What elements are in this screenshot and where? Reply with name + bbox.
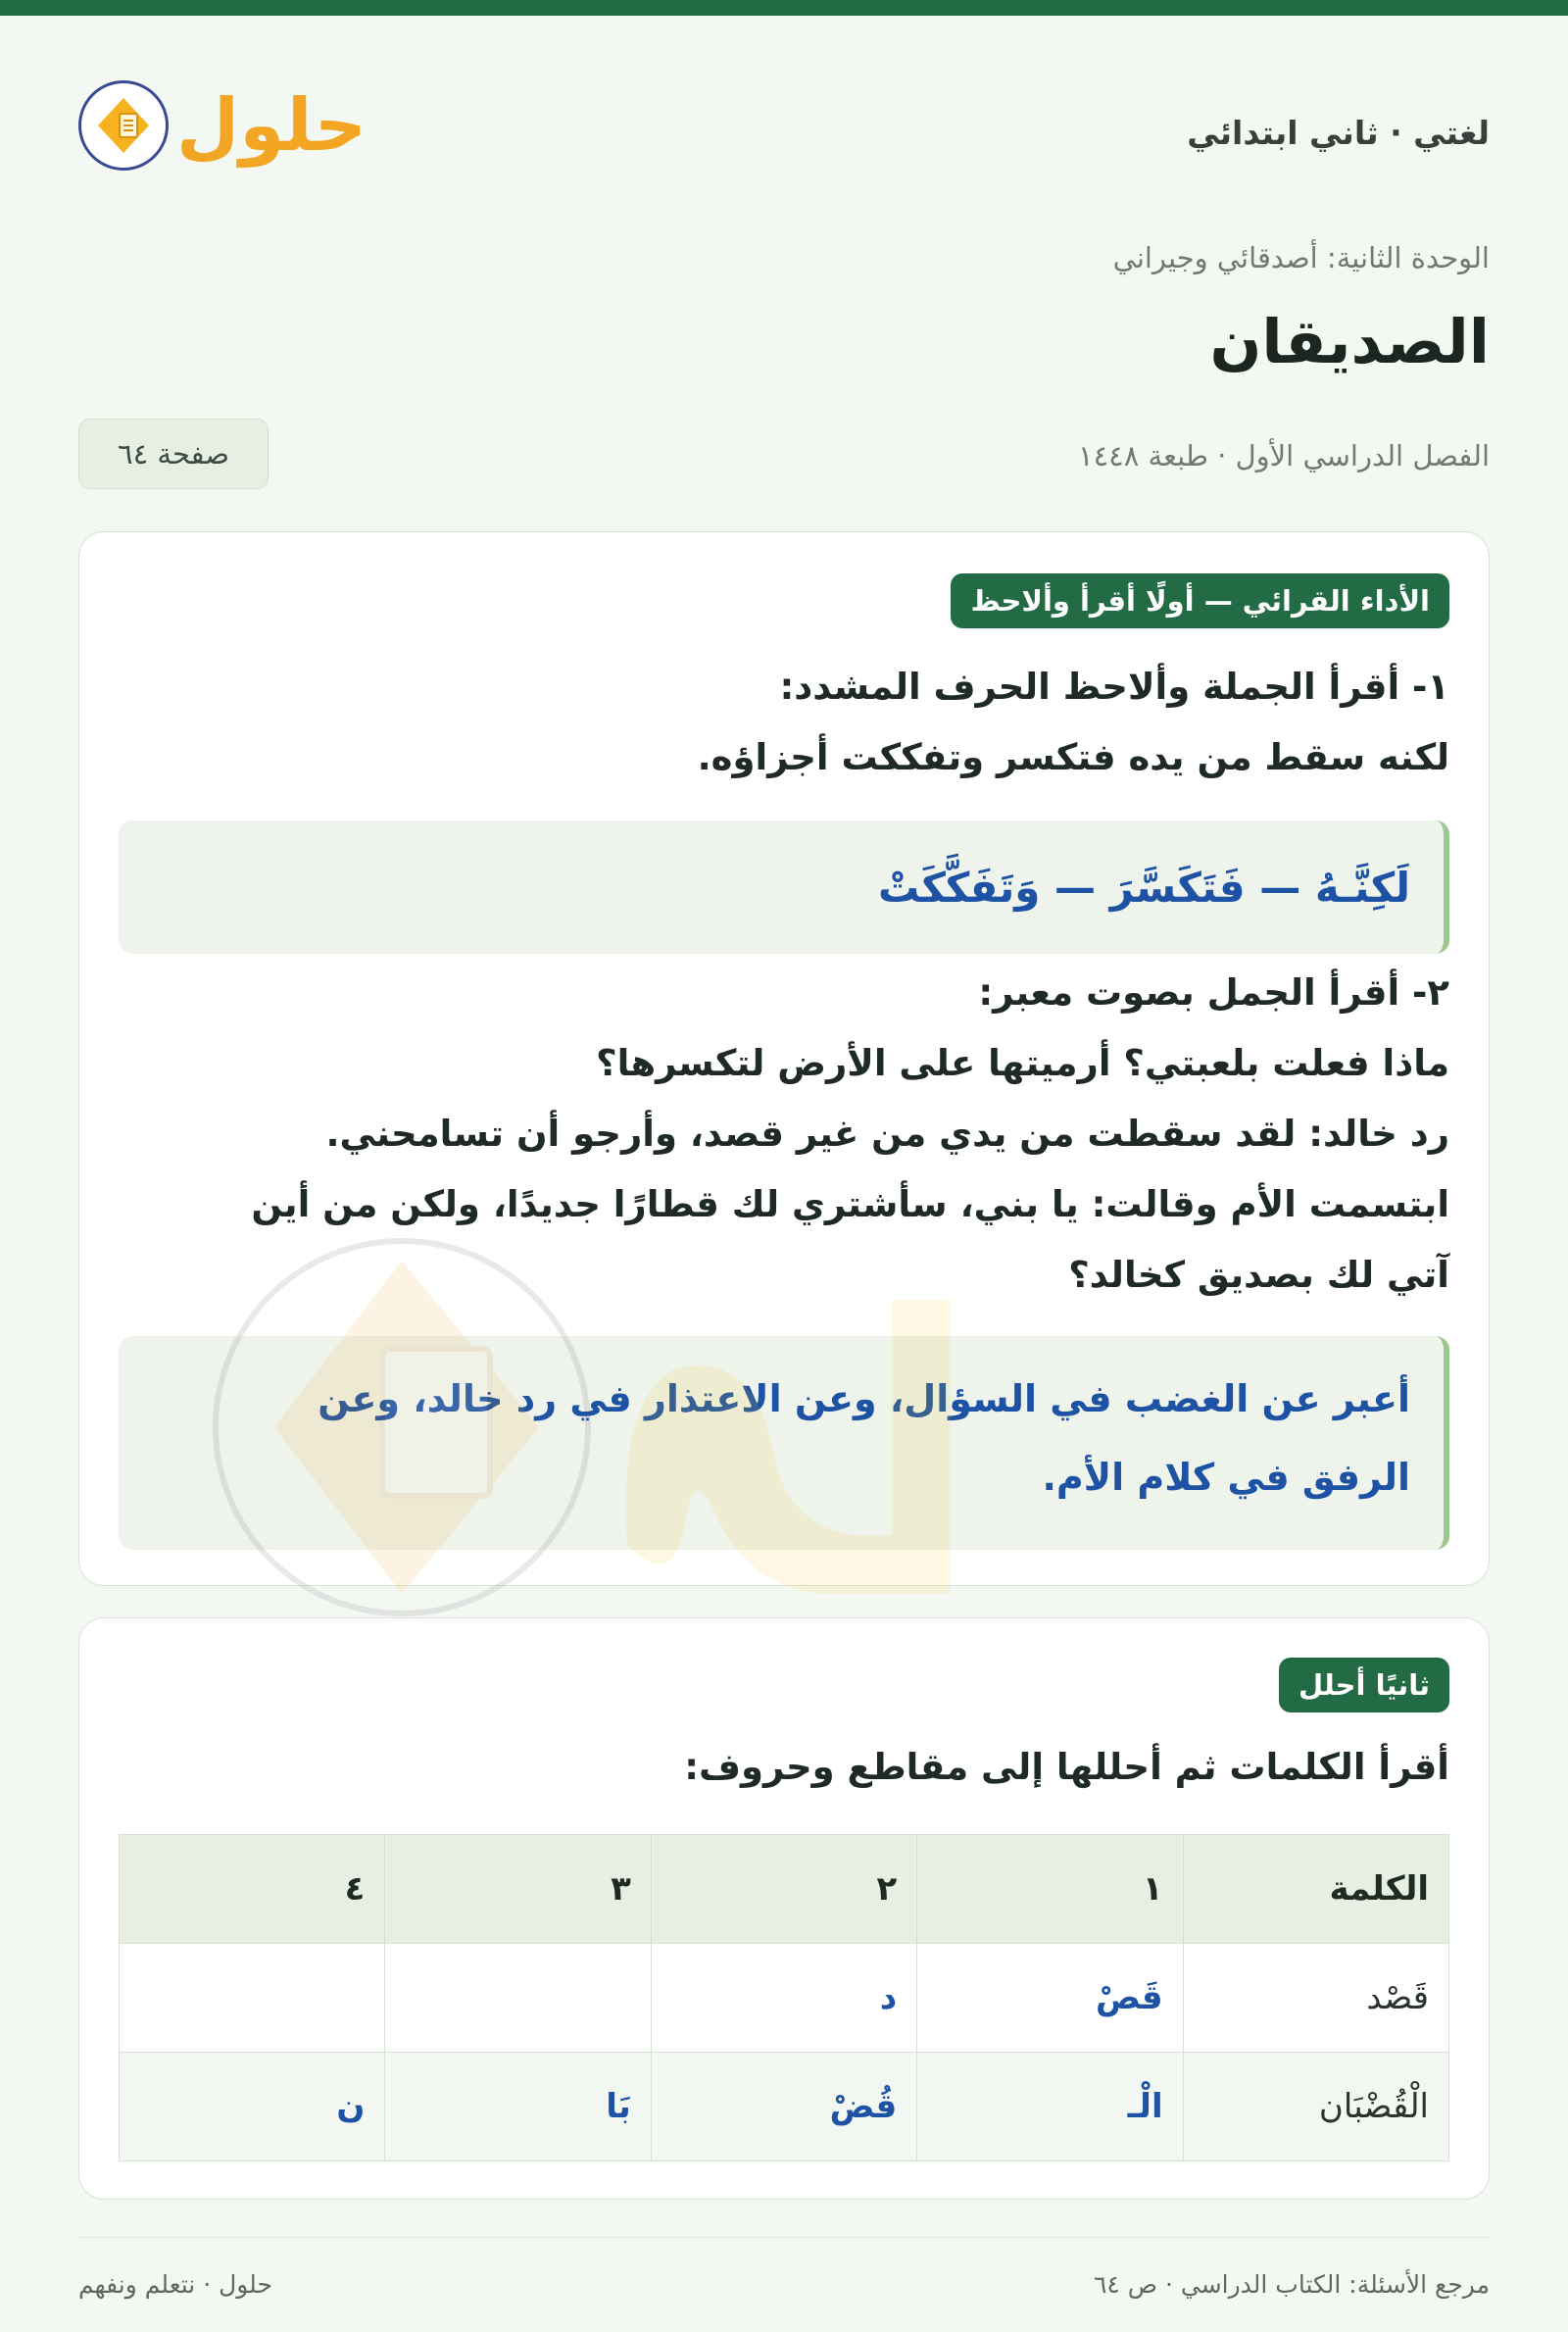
unit-label: الوحدة الثانية: أصدقائي وجيراني xyxy=(1112,241,1490,274)
table-cell-word: الْقُضْبَان xyxy=(1183,2053,1448,2161)
table-cell-syllable: د xyxy=(651,1944,916,2053)
answer-1-text: لَكِنَّـهُ — فَتَكَسَّرَ — وَتَفَكَّكَتْ xyxy=(877,864,1410,912)
question-1-sentence: لكنه سقط من يده فتكسر وتفككت أجزاؤه. xyxy=(697,736,1449,778)
header xyxy=(78,16,1490,212)
brand-logo[interactable] xyxy=(78,80,367,171)
table-cell-syllable: الْـ xyxy=(917,2053,1183,2161)
section-pill-reading: الأداء القرائي — أولًا أقرأ وألاحظ xyxy=(951,573,1449,628)
lesson-title: الصديقان xyxy=(1209,306,1490,377)
table-row xyxy=(120,1944,1449,2053)
analysis-card xyxy=(78,1617,1490,2200)
table-cell-syllable: قَصْ xyxy=(917,1944,1183,2053)
reading-line-1: ماذا فعلت بلعبتي؟ أرميتها على الأرض لتكسرها؟ xyxy=(596,1042,1449,1084)
analysis-instruction: أقرأ الكلمات ثم أحللها إلى مقاطع وحروف: xyxy=(684,1746,1449,1788)
table-row xyxy=(120,2053,1449,2161)
table-cell-syllable xyxy=(120,1944,385,2053)
table-header-row xyxy=(120,1835,1449,1944)
book-icon xyxy=(78,80,169,171)
table-header-3: ٣ xyxy=(385,1835,651,1944)
section-pill-analysis: ثانيًا أحلل xyxy=(1279,1658,1449,1712)
top-accent-bar xyxy=(0,0,1568,16)
question-2: ٢- أقرأ الجمل بصوت معبر: xyxy=(978,971,1449,1014)
syllable-table xyxy=(119,1834,1449,2161)
table-cell-syllable: ن xyxy=(120,2053,385,2161)
brand-name: حلول xyxy=(176,83,368,168)
table-cell-syllable: قُضْ xyxy=(651,2053,916,2161)
table-cell-syllable xyxy=(385,1944,651,2053)
page xyxy=(78,16,1490,2299)
reading-line-4: آتي لك بصديق كخالد؟ xyxy=(1068,1254,1449,1296)
reading-line-2: رد خالد: لقد سقطت من يدي من غير قصد، وأرجو أن تسامحني. xyxy=(325,1113,1449,1155)
table-header-word: الكلمة xyxy=(1183,1835,1448,1944)
answer-2-line-2: الرفق في كلام الأم. xyxy=(1042,1456,1410,1499)
answer-box-2 xyxy=(119,1336,1449,1550)
footer-divider xyxy=(78,2237,1490,2238)
answer-box-1 xyxy=(119,820,1449,954)
edition-label: الفصل الدراسي الأول · طبعة ١٤٤٨ xyxy=(1078,439,1490,472)
footer-reference: مرجع الأسئلة: الكتاب الدراسي · ص ٦٤ xyxy=(1093,2270,1490,2299)
footer-tagline: حلول · نتعلم ونفهم xyxy=(78,2270,272,2299)
table-cell-word: قَصْد xyxy=(1183,1944,1448,2053)
reading-performance-card xyxy=(78,531,1490,1586)
table-cell-syllable: بَا xyxy=(385,2053,651,2161)
reading-line-3: ابتسمت الأم وقالت: يا بني، سأشتري لك قطارًا جديدًا، ولكن من أين xyxy=(251,1183,1449,1225)
table-header-2: ٢ xyxy=(651,1835,916,1944)
course-label: لغتي · ثاني ابتدائي xyxy=(1187,114,1490,152)
answer-2-line-1: أعبر عن الغضب في السؤال، وعن الاعتذار في رد خالد، وعن xyxy=(318,1377,1410,1420)
page-badge: صفحة ٦٤ xyxy=(78,419,269,489)
table-header-1: ١ xyxy=(917,1835,1183,1944)
table-header-4: ٤ xyxy=(120,1835,385,1944)
question-1: ١- أقرأ الجملة وألاحظ الحرف المشدد: xyxy=(779,666,1449,708)
